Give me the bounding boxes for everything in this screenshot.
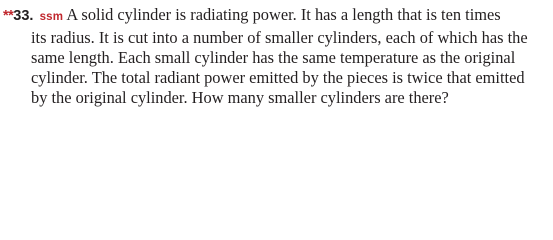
ssm-tag: ssm (39, 11, 64, 23)
problem-block (3, 5, 551, 108)
problem-text-line: A solid cylinder is radiating power. It has a length that is ten times (66, 5, 501, 24)
problem-line-1 (3, 5, 551, 28)
problem-line-5: by the original cylinder. How many smaller cylinders are there? (31, 87, 449, 107)
problem-number: 33. (13, 8, 34, 24)
difficulty-marker: ** (3, 8, 14, 24)
problem-line-2: its radius. It is cut into a number of smaller cylinders, each of which has the (31, 27, 528, 47)
problem-line-3: same length. Each small cylinder has the same temperature as the original (31, 47, 516, 67)
problem-line-4: cylinder. The total radiant power emitted by the pieces is twice that emitted (31, 67, 525, 87)
